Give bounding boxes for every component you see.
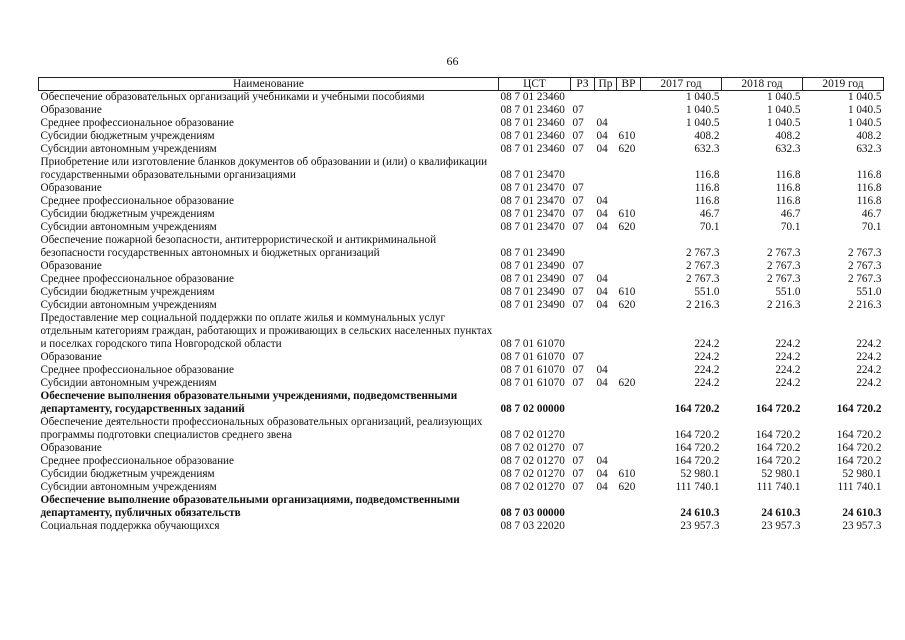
row-cst: 08 7 02 01270 xyxy=(500,429,565,441)
row-pr: 04 xyxy=(596,377,608,389)
row-pr: 04 xyxy=(596,468,608,480)
row-name: Среднее профессиональное образование xyxy=(40,273,235,285)
row-cst: 08 7 01 61070 xyxy=(500,377,565,389)
row-name: Среднее профессиональное образование xyxy=(40,455,235,467)
row-cst: 08 7 01 23470 xyxy=(500,221,565,233)
row-2019: 52 980.1 xyxy=(842,468,882,480)
row-2017: 46.7 xyxy=(699,208,720,220)
row-name: Обеспечение выполнения образовательными учреждениями, подведомственными департаменту, государственных заданий xyxy=(40,390,458,415)
row-name: Образование xyxy=(40,442,102,454)
page-number: 66 xyxy=(446,54,459,68)
row-name: Обеспечение выполнение образовательными организациями, подведомственными департаменту, публичных обязательств xyxy=(40,494,460,519)
row-2017: 224.2 xyxy=(694,351,720,363)
row-2017: 224.2 xyxy=(694,338,720,350)
row-rz: 07 xyxy=(572,117,584,129)
row-pr xyxy=(595,156,617,182)
row-name: Среднее профессиональное образование xyxy=(40,195,235,207)
table-row xyxy=(39,182,884,195)
row-rz xyxy=(571,234,595,260)
table-row xyxy=(39,364,884,377)
row-2019: 164 720.2 xyxy=(836,429,882,441)
row-vr xyxy=(617,195,641,208)
row-pr: 04 xyxy=(596,195,608,207)
row-2018: 2 767.3 xyxy=(766,247,801,259)
row-2019: 24 610.3 xyxy=(842,507,882,519)
row-cst: 08 7 01 23470 xyxy=(500,182,565,194)
row-2017: 632.3 xyxy=(694,143,720,155)
row-2018: 224.2 xyxy=(775,364,801,376)
row-name: Среднее профессиональное образование xyxy=(40,117,235,129)
row-2019: 408.2 xyxy=(856,130,882,142)
row-name: Социальная поддержка обучающихся xyxy=(40,520,220,532)
row-cst: 08 7 02 01270 xyxy=(500,481,565,493)
table-row xyxy=(39,377,884,390)
row-pr xyxy=(595,520,617,533)
row-cst: 08 7 03 00000 xyxy=(500,507,565,519)
table-row xyxy=(39,234,884,260)
row-pr: 04 xyxy=(596,117,608,129)
table-row xyxy=(39,143,884,156)
table-row xyxy=(39,442,884,455)
row-pr xyxy=(595,104,617,117)
row-2017: 551.0 xyxy=(694,286,720,298)
row-cst: 08 7 02 01270 xyxy=(500,442,565,454)
row-cst: 08 7 01 23490 xyxy=(500,260,565,272)
row-name: Субсидии автономным учреждениям xyxy=(40,481,217,493)
row-vr: 610 xyxy=(618,468,636,480)
row-name: Субсидии автономным учреждениям xyxy=(40,143,217,155)
row-pr: 04 xyxy=(596,364,608,376)
row-2018: 632.3 xyxy=(775,143,801,155)
row-2019: 111 740.1 xyxy=(837,481,882,493)
row-2018: 23 957.3 xyxy=(761,520,801,532)
table-row xyxy=(39,117,884,130)
row-rz: 07 xyxy=(572,455,584,467)
row-2018: 2 767.3 xyxy=(766,260,801,272)
row-name: Образование xyxy=(40,104,102,116)
row-rz: 07 xyxy=(572,221,584,233)
row-cst: 08 7 01 23470 xyxy=(500,208,565,220)
row-2018: 164 720.2 xyxy=(755,403,801,415)
row-vr xyxy=(617,182,641,195)
row-2018: 551.0 xyxy=(775,286,801,298)
row-2018: 164 720.2 xyxy=(755,442,801,454)
row-cst: 08 7 01 23460 xyxy=(500,117,565,129)
row-vr xyxy=(617,117,641,130)
row-cst: 08 7 01 23460 xyxy=(500,143,565,155)
row-pr xyxy=(595,390,617,416)
row-name: Образование xyxy=(40,351,102,363)
row-vr: 620 xyxy=(618,143,636,155)
row-2019: 2 767.3 xyxy=(847,260,882,272)
row-pr xyxy=(595,351,617,364)
row-vr xyxy=(617,455,641,468)
row-pr xyxy=(595,260,617,273)
row-name: Обеспечение деятельности профессиональных образовательных организаций, реализующих программы подготовки специалистов среднего звена xyxy=(40,416,483,441)
row-rz: 07 xyxy=(572,286,584,298)
row-vr xyxy=(617,104,641,117)
row-pr: 04 xyxy=(596,208,608,220)
row-name: Приобретение или изготовление бланков документов об образовании и (или) о квалификации государственными образовательными организациями xyxy=(40,156,488,181)
table-row xyxy=(39,312,884,351)
row-2017: 24 610.3 xyxy=(680,507,720,519)
row-cst: 08 7 02 01270 xyxy=(500,455,565,467)
row-2017: 116.8 xyxy=(694,182,720,194)
table-body xyxy=(39,91,884,534)
row-rz: 07 xyxy=(572,299,584,311)
row-2019: 1 040.5 xyxy=(847,117,882,129)
row-2019: 224.2 xyxy=(856,338,882,350)
row-cst: 08 7 01 23470 xyxy=(500,195,565,207)
table-row xyxy=(39,156,884,182)
row-rz xyxy=(571,312,595,351)
row-2017: 70.1 xyxy=(699,221,720,233)
row-pr xyxy=(595,182,617,195)
row-vr: 610 xyxy=(618,286,636,298)
row-pr: 04 xyxy=(596,455,608,467)
table-row xyxy=(39,286,884,299)
row-2019: 224.2 xyxy=(856,377,882,389)
row-2019: 551.0 xyxy=(856,286,882,298)
row-name: Предоставление мер социальной поддержки по оплате жилья и коммунальных услуг отдельным категориям граждан, работающих и проживающих в сельских населенных пунктах и поселках городского типа Новгородской области xyxy=(40,312,493,350)
row-pr xyxy=(595,312,617,351)
row-2018: 408.2 xyxy=(775,130,801,142)
row-pr: 04 xyxy=(596,286,608,298)
row-2018: 164 720.2 xyxy=(755,429,801,441)
row-rz xyxy=(571,520,595,533)
row-vr: 620 xyxy=(618,221,636,233)
row-2019: 2 767.3 xyxy=(847,247,882,259)
header-pr: Пр xyxy=(595,78,617,91)
row-2017: 224.2 xyxy=(694,377,720,389)
row-2018: 1 040.5 xyxy=(766,117,801,129)
row-2017: 164 720.2 xyxy=(674,455,720,467)
row-name: Субсидии бюджетным учреждениям xyxy=(40,130,215,142)
row-2019: 224.2 xyxy=(856,351,882,363)
row-rz xyxy=(571,91,595,105)
row-pr xyxy=(595,234,617,260)
row-2018: 2 216.3 xyxy=(766,299,801,311)
row-cst: 08 7 01 23460 xyxy=(500,104,565,116)
budget-table xyxy=(38,77,884,533)
table-row xyxy=(39,221,884,234)
table-row xyxy=(39,455,884,468)
header-rz: РЗ xyxy=(571,78,595,91)
row-2019: 116.8 xyxy=(856,182,882,194)
row-vr: 620 xyxy=(618,481,636,493)
row-cst: 08 7 01 23470 xyxy=(500,169,565,181)
row-name: Субсидии автономным учреждениям xyxy=(40,299,217,311)
row-2019: 23 957.3 xyxy=(842,520,882,532)
row-name: Образование xyxy=(40,260,102,272)
row-pr xyxy=(595,494,617,520)
row-2017: 111 740.1 xyxy=(675,481,720,493)
row-2019: 632.3 xyxy=(856,143,882,155)
row-2018: 1 040.5 xyxy=(766,104,801,116)
row-2017: 164 720.2 xyxy=(674,429,720,441)
table-row xyxy=(39,481,884,494)
row-rz: 07 xyxy=(572,208,584,220)
row-2019: 224.2 xyxy=(856,364,882,376)
row-vr: 620 xyxy=(618,377,636,389)
row-vr xyxy=(617,520,641,533)
row-2019: 116.8 xyxy=(856,169,882,181)
row-2017: 408.2 xyxy=(694,130,720,142)
row-2017: 164 720.2 xyxy=(674,403,720,415)
row-rz: 07 xyxy=(572,260,584,272)
row-2018: 224.2 xyxy=(775,377,801,389)
row-2019: 164 720.2 xyxy=(836,442,882,454)
row-rz: 07 xyxy=(572,130,584,142)
row-rz: 07 xyxy=(572,351,584,363)
row-2019: 116.8 xyxy=(856,195,882,207)
row-2017: 116.8 xyxy=(694,195,720,207)
row-pr: 04 xyxy=(596,299,608,311)
row-2017: 2 767.3 xyxy=(685,260,720,272)
row-2018: 116.8 xyxy=(775,182,801,194)
row-pr: 04 xyxy=(596,130,608,142)
row-2017: 164 720.2 xyxy=(674,442,720,454)
header-vr: ВР xyxy=(617,78,641,91)
row-name: Обеспечение образовательных организаций учебниками и учебными пособиями xyxy=(40,91,425,103)
row-name: Субсидии бюджетным учреждениям xyxy=(40,286,215,298)
row-name: Обеспечение пожарной безопасности, антитеррористической и антикриминальной безопасности государственных автономных и бюджетных организаций xyxy=(40,234,437,259)
row-2018: 164 720.2 xyxy=(755,455,801,467)
row-vr xyxy=(617,234,641,260)
row-cst: 08 7 03 22020 xyxy=(500,520,565,532)
row-2018: 52 980.1 xyxy=(761,468,801,480)
row-rz xyxy=(571,390,595,416)
row-2018: 46.7 xyxy=(780,208,801,220)
row-rz: 07 xyxy=(572,143,584,155)
row-cst: 08 7 01 23490 xyxy=(500,273,565,285)
row-name: Субсидии бюджетным учреждениям xyxy=(40,468,215,480)
row-2019: 2 216.3 xyxy=(847,299,882,311)
row-rz: 07 xyxy=(572,273,584,285)
row-vr xyxy=(617,390,641,416)
row-2017: 1 040.5 xyxy=(685,117,720,129)
row-cst: 08 7 01 23460 xyxy=(500,130,565,142)
row-2017: 2 767.3 xyxy=(685,247,720,259)
table-row xyxy=(39,208,884,221)
row-cst: 08 7 01 23460 xyxy=(500,91,565,103)
row-2019: 2 767.3 xyxy=(847,273,882,285)
row-2018: 70.1 xyxy=(780,221,801,233)
row-2019: 70.1 xyxy=(861,221,882,233)
row-2017: 2 216.3 xyxy=(685,299,720,311)
table-row xyxy=(39,195,884,208)
row-2017: 1 040.5 xyxy=(685,104,720,116)
table-row xyxy=(39,468,884,481)
row-name: Субсидии бюджетным учреждениям xyxy=(40,208,215,220)
row-pr xyxy=(595,416,617,442)
row-2017: 1 040.5 xyxy=(685,91,720,103)
row-rz: 07 xyxy=(572,182,584,194)
row-2019: 1 040.5 xyxy=(847,104,882,116)
row-2018: 224.2 xyxy=(775,351,801,363)
row-2018: 111 740.1 xyxy=(756,481,801,493)
header-name: Наименование xyxy=(39,78,499,91)
row-vr xyxy=(617,312,641,351)
row-rz: 07 xyxy=(572,195,584,207)
row-vr xyxy=(617,260,641,273)
row-2018: 2 767.3 xyxy=(766,273,801,285)
row-2018: 1 040.5 xyxy=(766,91,801,103)
header-cst: ЦСТ xyxy=(499,78,571,91)
row-vr xyxy=(617,416,641,442)
row-pr: 04 xyxy=(596,143,608,155)
row-2019: 164 720.2 xyxy=(836,403,882,415)
row-2017: 23 957.3 xyxy=(680,520,720,532)
header-2018: 2018 год xyxy=(722,78,803,91)
row-cst: 08 7 02 01270 xyxy=(500,468,565,480)
row-rz xyxy=(571,156,595,182)
row-cst: 08 7 01 23490 xyxy=(500,247,565,259)
row-vr: 610 xyxy=(618,130,636,142)
table-row xyxy=(39,494,884,520)
row-pr: 04 xyxy=(596,221,608,233)
row-rz xyxy=(571,416,595,442)
row-2017: 116.8 xyxy=(694,169,720,181)
row-vr xyxy=(617,273,641,286)
row-vr xyxy=(617,156,641,182)
row-pr: 04 xyxy=(596,273,608,285)
row-2018: 116.8 xyxy=(775,169,801,181)
row-cst: 08 7 01 61070 xyxy=(500,338,565,350)
row-vr xyxy=(617,442,641,455)
row-2019: 164 720.2 xyxy=(836,455,882,467)
row-vr xyxy=(617,351,641,364)
row-vr xyxy=(617,364,641,377)
row-vr xyxy=(617,91,641,105)
row-vr: 620 xyxy=(618,299,636,311)
row-vr: 610 xyxy=(618,208,636,220)
table-row xyxy=(39,416,884,442)
table-row xyxy=(39,273,884,286)
row-2018: 24 610.3 xyxy=(761,507,801,519)
table-row xyxy=(39,520,884,533)
table-header-row xyxy=(39,78,884,91)
row-rz: 07 xyxy=(572,442,584,454)
row-name: Субсидии автономным учреждениям xyxy=(40,221,217,233)
row-2017: 224.2 xyxy=(694,364,720,376)
table-row xyxy=(39,260,884,273)
row-pr xyxy=(595,442,617,455)
table-row xyxy=(39,130,884,143)
row-rz: 07 xyxy=(572,468,584,480)
row-name: Среднее профессиональное образование xyxy=(40,364,235,376)
row-2018: 116.8 xyxy=(775,195,801,207)
row-vr xyxy=(617,494,641,520)
row-2017: 52 980.1 xyxy=(680,468,720,480)
row-pr: 04 xyxy=(596,481,608,493)
row-rz: 07 xyxy=(572,104,584,116)
header-2017: 2017 год xyxy=(641,78,722,91)
row-name: Образование xyxy=(40,182,102,194)
row-pr xyxy=(595,91,617,105)
table-row xyxy=(39,390,884,416)
row-cst: 08 7 02 00000 xyxy=(500,403,565,415)
row-cst: 08 7 01 23490 xyxy=(500,286,565,298)
row-cst: 08 7 01 61070 xyxy=(500,351,565,363)
table-row xyxy=(39,91,884,105)
table-row xyxy=(39,104,884,117)
row-2019: 1 040.5 xyxy=(847,91,882,103)
table-row xyxy=(39,299,884,312)
header-2019: 2019 год xyxy=(803,78,884,91)
row-rz: 07 xyxy=(572,481,584,493)
table-row xyxy=(39,351,884,364)
row-cst: 08 7 01 23490 xyxy=(500,299,565,311)
row-cst: 08 7 01 61070 xyxy=(500,364,565,376)
row-2018: 224.2 xyxy=(775,338,801,350)
row-rz: 07 xyxy=(572,364,584,376)
row-rz xyxy=(571,494,595,520)
row-2019: 46.7 xyxy=(861,208,882,220)
row-rz: 07 xyxy=(572,377,584,389)
row-name: Субсидии автономным учреждениям xyxy=(40,377,217,389)
row-2017: 2 767.3 xyxy=(685,273,720,285)
